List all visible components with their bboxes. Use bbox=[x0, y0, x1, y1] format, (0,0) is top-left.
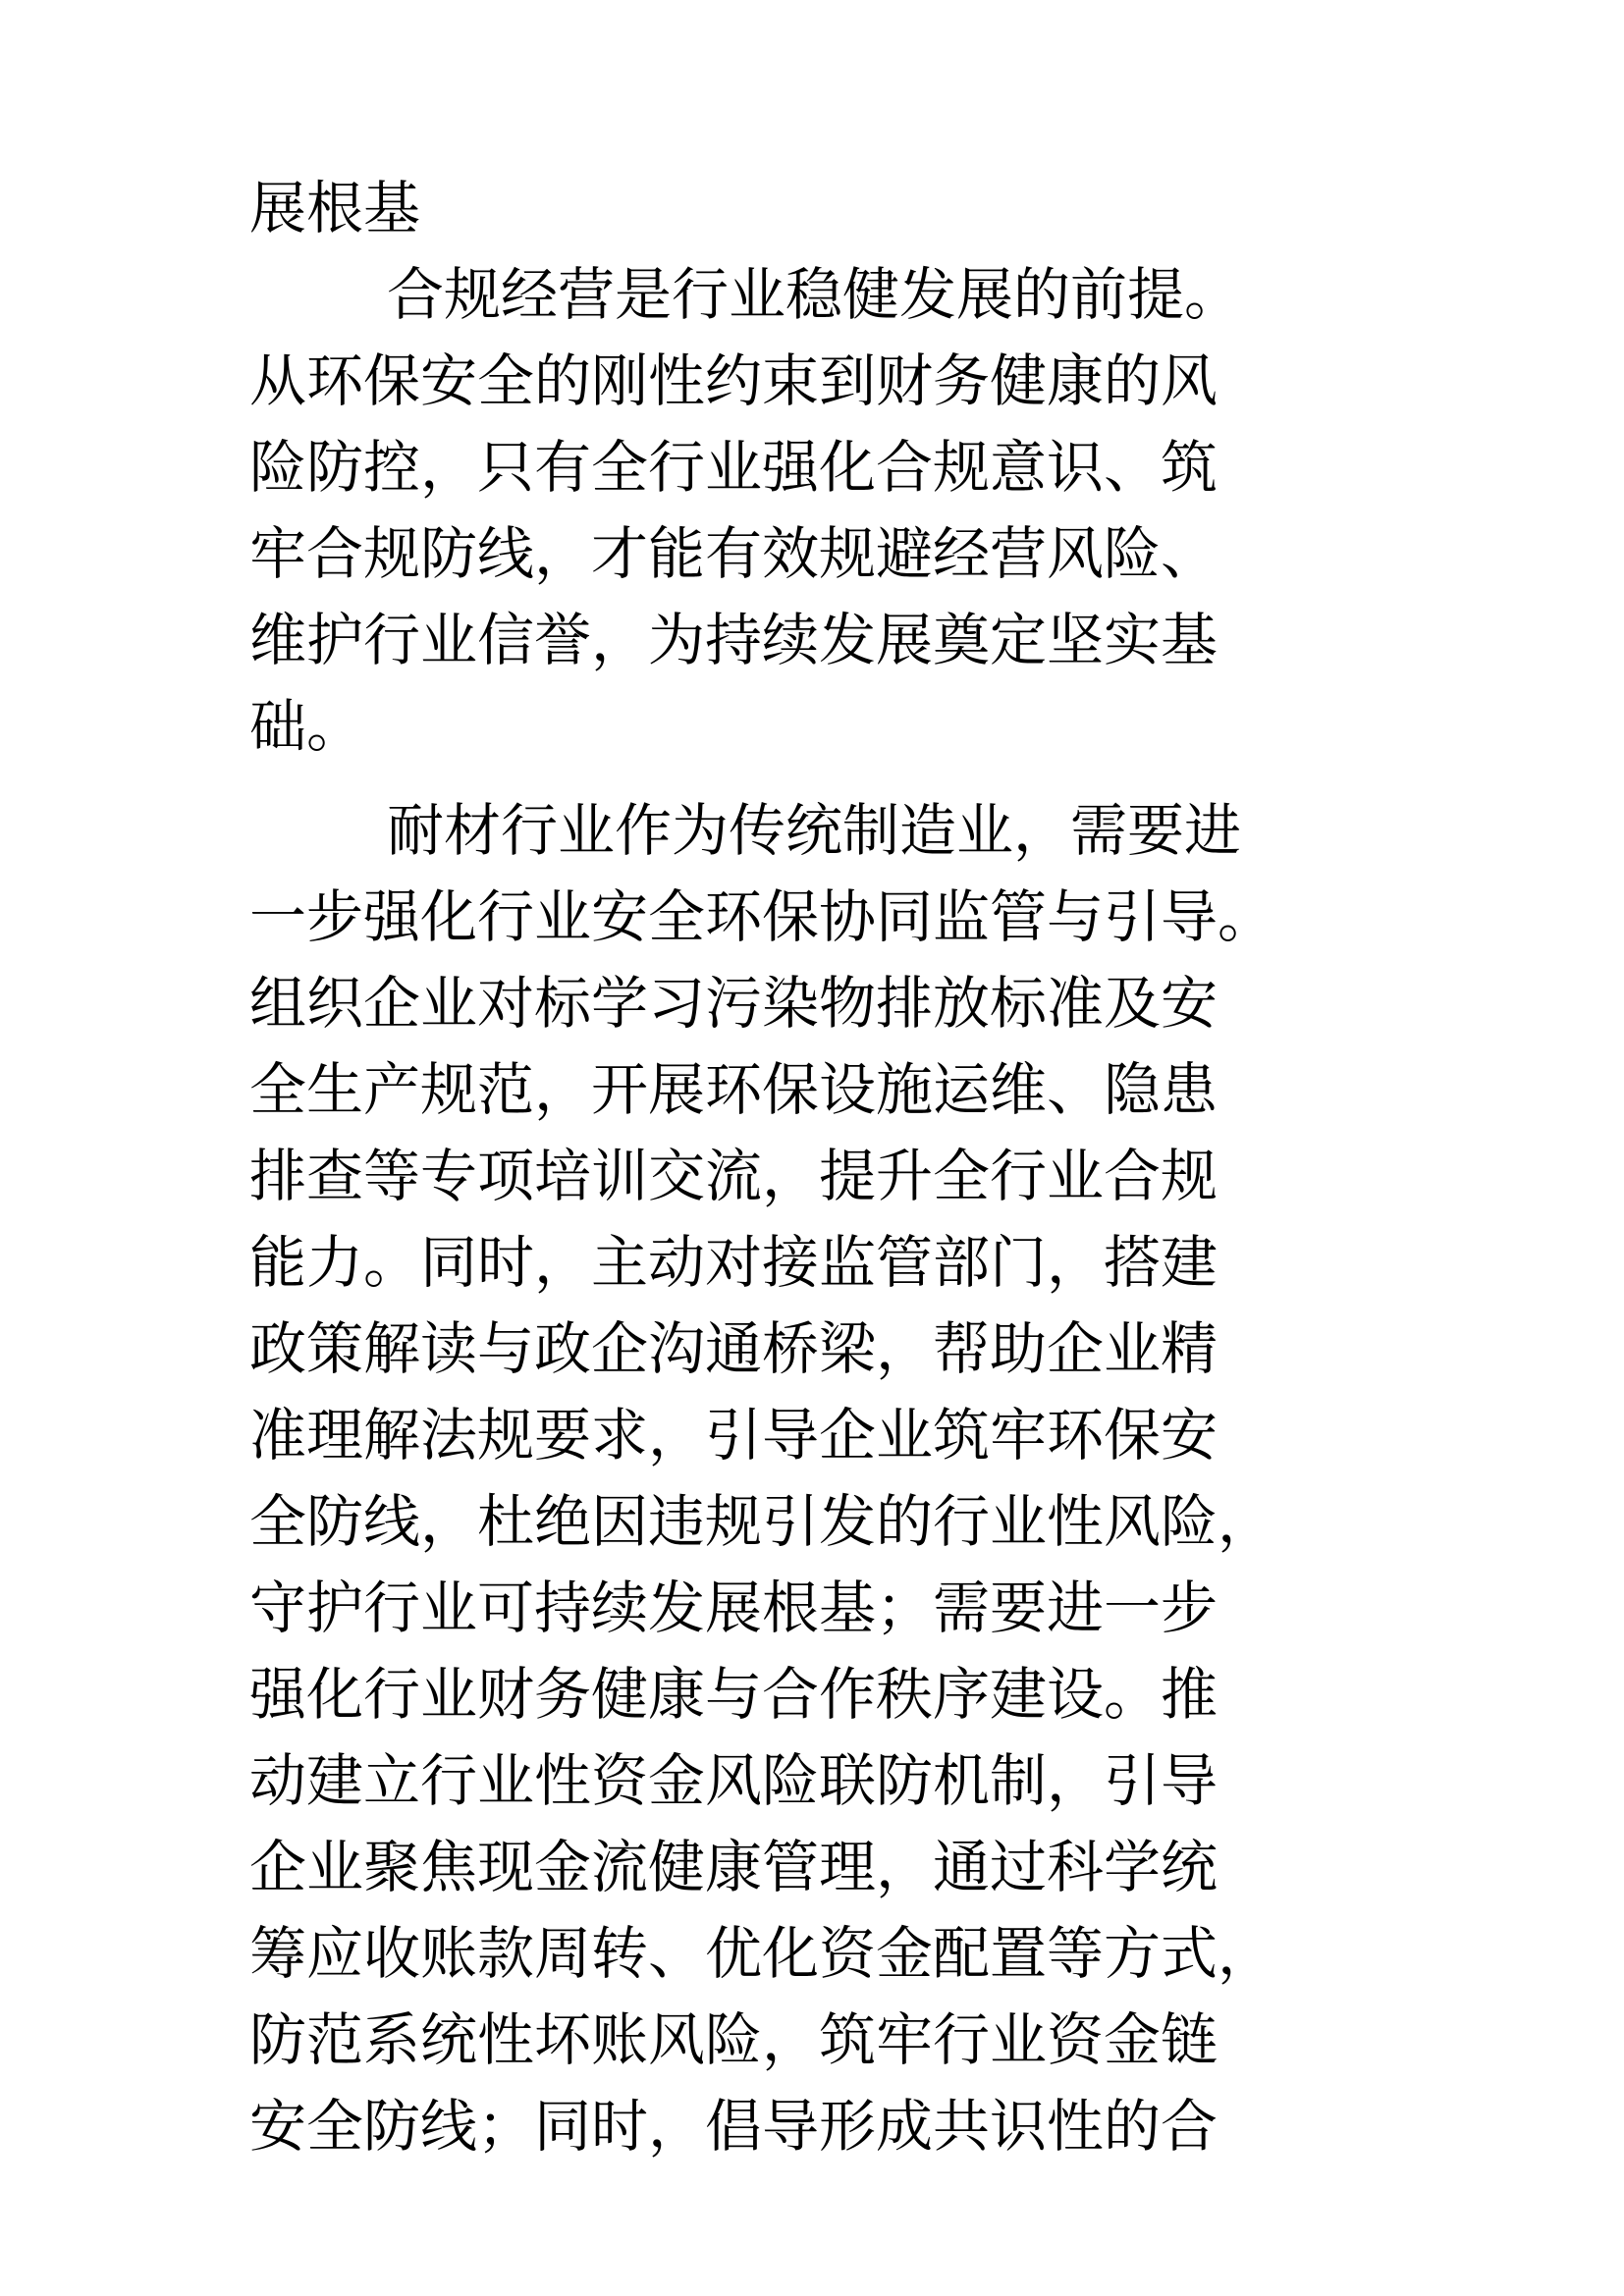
text-line: 动建立行业性资金风险联防机制，引导 bbox=[249, 1747, 1218, 1814]
text-line: 排查等专项培训交流，提升全行业合规 bbox=[249, 1143, 1218, 1209]
text-line: 础。 bbox=[249, 693, 364, 760]
text-line: 全防线，杜绝因违规引发的行业性风险， bbox=[249, 1488, 1275, 1555]
text-line: 筹应收账款周转、优化资金配置等方式， bbox=[249, 1920, 1275, 1987]
paragraph-start-line: 合规经营是行业稳健发展的前提。 bbox=[387, 261, 1242, 328]
text-line: 一步强化行业安全环保协同监管与引导。 bbox=[249, 883, 1275, 950]
text-line: 维护行业信誉，为持续发展奠定坚实基 bbox=[249, 607, 1218, 673]
text-line: 企业聚焦现金流健康管理，通过科学统 bbox=[249, 1834, 1218, 1900]
text-line: 牢合规防线，才能有效规避经营风险、 bbox=[249, 520, 1218, 587]
text-line: 从环保安全的刚性约束到财务健康的风 bbox=[249, 347, 1218, 414]
text-line: 险防控，只有全行业强化合规意识、筑 bbox=[249, 434, 1218, 501]
text-line: 防范系统性坏账风险，筑牢行业资金链 bbox=[249, 2006, 1218, 2073]
text-line: 守护行业可持续发展根基；需要进一步 bbox=[249, 1575, 1218, 1641]
document-body bbox=[249, 165, 1398, 2169]
text-line: 能力。同时，主动对接监管部门，搭建 bbox=[249, 1229, 1218, 1296]
text-line: 全生产规范，开展环保设施运维、隐患 bbox=[249, 1056, 1218, 1123]
text-line: 强化行业财务健康与合作秩序建设。推 bbox=[249, 1661, 1218, 1728]
text-line: 安全防线；同时，倡导形成共识性的合 bbox=[249, 2093, 1218, 2160]
text-line: 展根基 bbox=[249, 175, 421, 241]
text-line: 政策解读与政企沟通桥梁，帮助企业精 bbox=[249, 1315, 1218, 1382]
text-line: 组织企业对标学习污染物排放标准及安 bbox=[249, 970, 1218, 1037]
text-line: 准理解法规要求，引导企业筑牢环保安 bbox=[249, 1402, 1218, 1468]
paragraph-start-line: 耐材行业作为传统制造业，需要进 bbox=[387, 797, 1242, 864]
